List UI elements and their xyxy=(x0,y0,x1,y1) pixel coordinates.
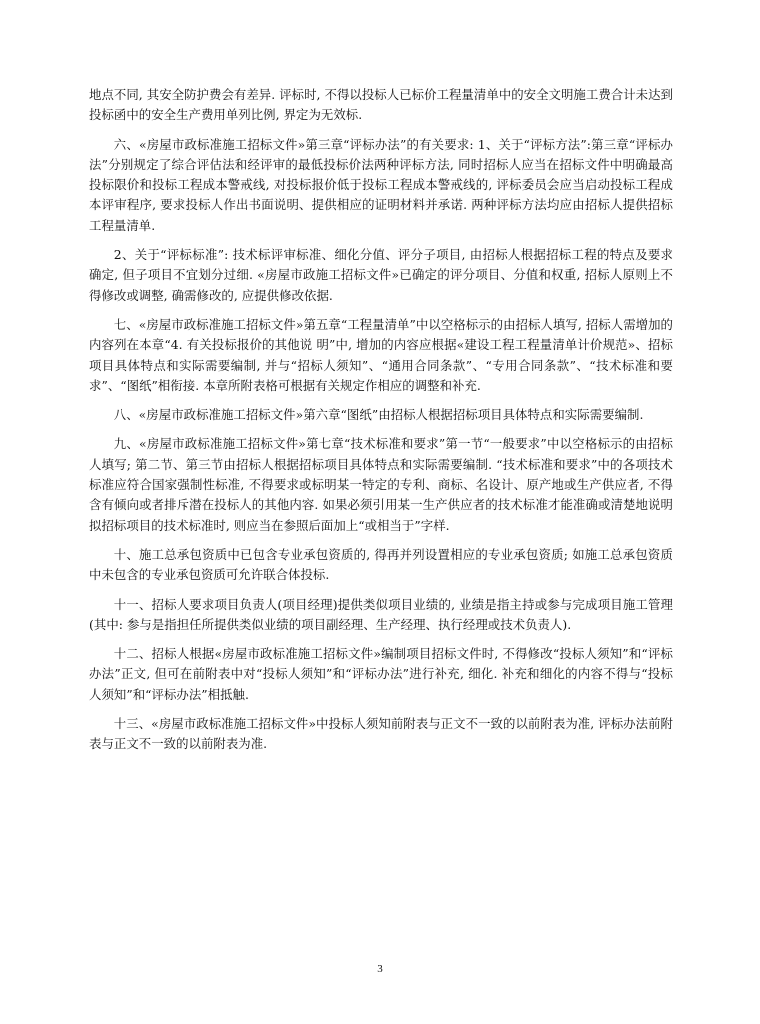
paragraph-section-7: 七、«房屋市政标准施工招标文件»第五章“工程量清单”中以空格标示的由招标人填写, 招标人需增加的内容列在本章“4. 有关投标报价的其他说 明”中, 增加的内容应根据«建设工程工程量清单计价规范»、招标项目具体特点和实际需要编制, 并与“招标人须知”、“通用合同条款”、“专用合同条款”、“技术标准和要求”、“图纸”相衔接. 本章所附表格可根据有关规定作相应的调整和补充. xyxy=(89,316,673,393)
paragraph-section-11: 十一、招标人要求项目负责人(项目经理)提供类似项目业绩的, 业绩是指主持或参与完成项目施工管理(其中: 参与是指担任所提供类似业绩的项目副经理、生产经理、执行经理或技术负责人). xyxy=(89,596,673,632)
paragraph-section-13: 十三、«房屋市政标准施工招标文件»中投标人须知前附表与正文不一致的以前附表为准, 评标办法前附表与正文不一致的以前附表为准. xyxy=(89,716,673,752)
paragraph-section-10: 十、施工总承包资质中已包含专业承包资质的, 得再并列设置相应的专业承包资质; 如施工总承包资质中未包含的专业承包资质可允许联合体投标. xyxy=(89,546,673,583)
paragraph-section-9: 九、«房屋市政标准施工招标文件»第七章“技术标准和要求”第一节“一般要求”中以空格标示的由招标人填写; 第二节、第三节由招标人根据招标项目具体特点和实际需要编制. “技术标准和要求”中的各项技术标准应符合国家强制性标准, 不得要求或标明某一特定的专利、商标、名设计、原产地或生产供应者, 不得含有倾向或者排斥潜在投标人的其他内容. 如果必须引用某一生产供应者的技术标准才能准确或清楚地说明拟招标项目的技术标准时, 则应当在参照后面加上“或相当于”字样. xyxy=(89,436,673,533)
paragraph-section-8: 八、«房屋市政标准施工招标文件»第六章“图纸”由招标人根据招标项目具体特点和实际需要编制. xyxy=(113,407,644,423)
paragraph-section-6-item-2: 2、关于“评标标准”: 技术标评审标准、细化分值、评分子项目, 由招标人根据招标工程的特点及要求确定, 但子项目不宜划分过细. «房屋市政施工招标文件»已确定的评分项目、分值和权重, 招标人原则上不得修改或调整, 确需修改的, 应提供修改依据. xyxy=(89,247,673,303)
page-number: 3 xyxy=(377,963,383,975)
paragraph-section-6: 六、«房屋市政标准施工招标文件»第三章“评标办法”的有关要求: 1、关于“评标方法”:第三章“评标办法”分别规定了综合评估法和经评审的最低投标价法两种评标方法, 同时招标人应当在招标文件中明确最高投标限价和投标工程成本警戒线, 对投标报价低于投标工程成本警戒线的, 评标委员会应当启动投标工程成本评审程序, 要求投标人作出书面说明、提供相应的证明材料并承诺. 两种评标方法均应由招标人提供招标工程量清单. xyxy=(89,136,673,233)
paragraph-section-12: 十二、招标人根据«房屋市政标准施工招标文件»编制项目招标文件时, 不得修改“投标人须知”和“评标办法”正文, 但可在前附表中对“投标人须知”和“评标办法”进行补充, 细化. 补充和细化的内容不得与“投标人须知”和“评标办法”相抵触. xyxy=(89,646,673,702)
document-body xyxy=(89,85,673,764)
paragraph-continuation: 地点不同, 其安全防护费会有差异. 评标时, 不得以投标人已标价工程量清单中的安全文明施工费合计未达到投标函中的安全生产费用单列比例, 界定为无效标. xyxy=(89,87,673,123)
